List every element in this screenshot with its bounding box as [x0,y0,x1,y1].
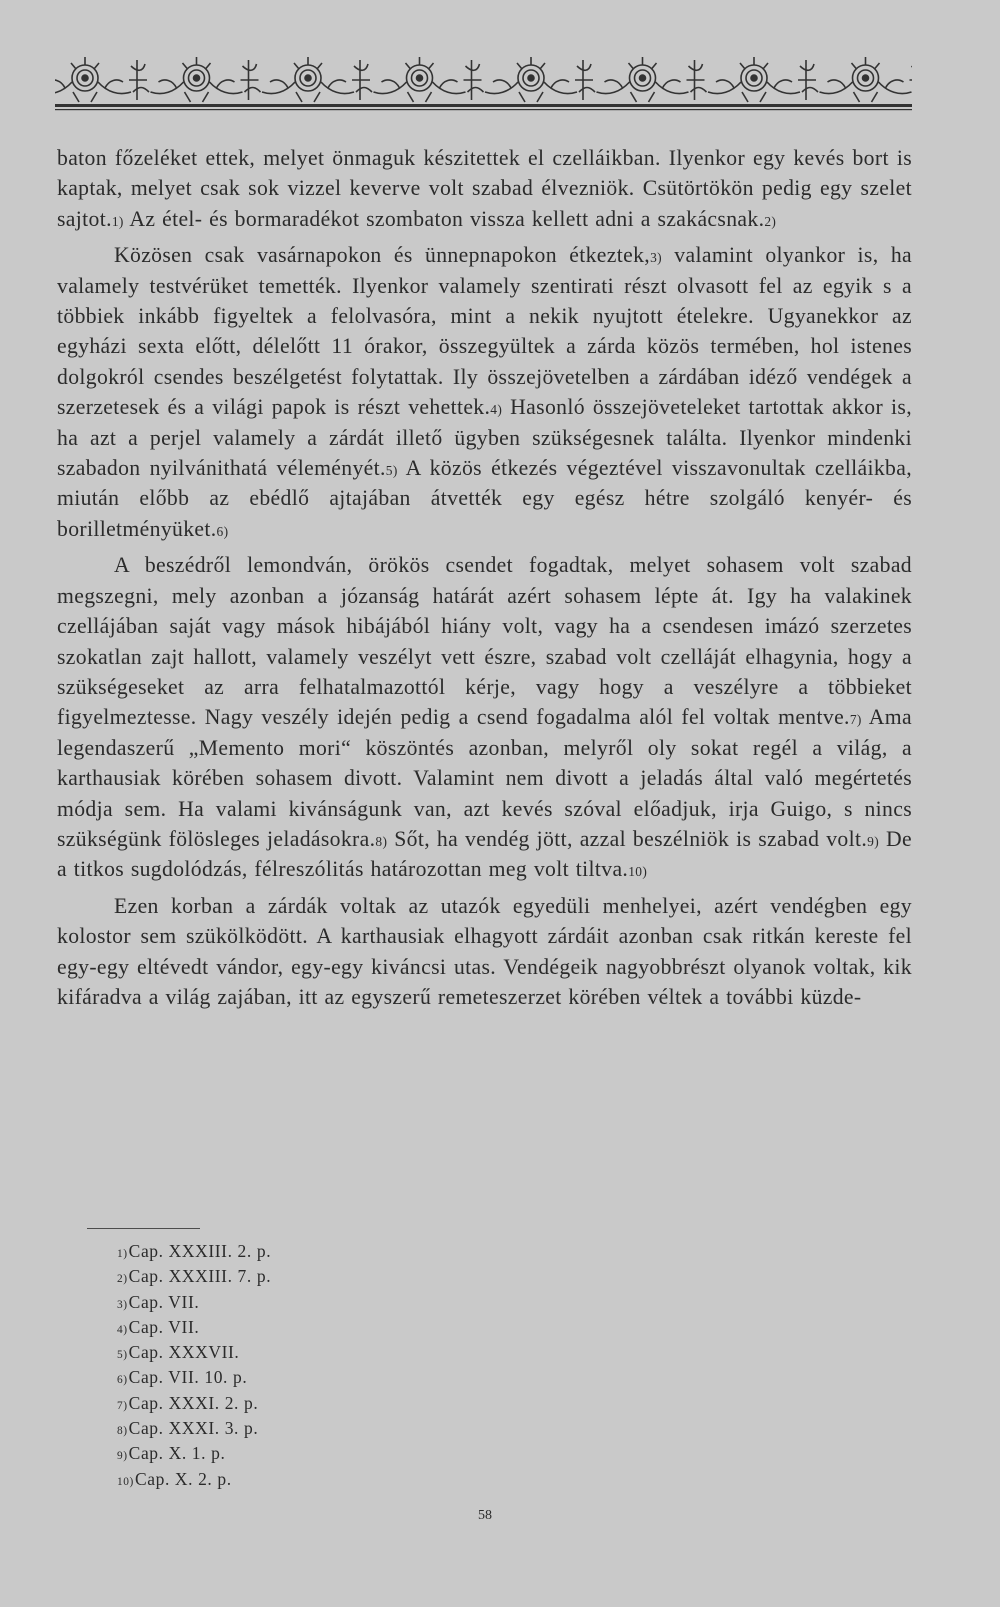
footnote-reference: 7) [849,712,862,728]
footnote [117,1340,517,1365]
footnote-reference: 9) [867,833,880,849]
footnote-reference: 1) [111,213,124,229]
footnote [117,1315,517,1340]
footnote [117,1467,517,1492]
paragraph [57,550,912,884]
footnote-mark: 6) [117,1374,128,1387]
footnote-text: Cap. X. 1. p. [128,1443,226,1464]
text-run: Közösen csak vasárnapokon és ünnepnapokon étkeztek, [114,243,651,268]
paragraph [57,240,912,544]
text-run: Ama legendaszerű „Memento mori“ köszöntés azonban, melyről oly sokat regél a világ, a karthausiak körében sohasem divott. Valamint nem divott a jeladás által való megértetés módja sem. Ha valami kivánságunk van, azt kevés szóval előadjuk, irja Guigo, s nincs szükségünk fölösleges jeladásokra. [57,705,912,851]
footnote-reference: 3) [650,250,662,266]
footnote-text: Cap. XXXVII. [128,1342,240,1363]
footnote-mark: 3) [117,1298,128,1311]
paragraph [57,143,912,234]
footnote [117,1416,517,1441]
text-run: A közös étkezés végeztével visszavonultak czelláikba, miután előbb az ebédlő ajtajában átvették egy egész hétre szolgáló kenyér- és borilletményüket. [57,456,912,541]
footnote-mark: 8) [117,1425,128,1438]
footnotes [117,1239,517,1492]
footnote-text: Cap. X. 2. p. [134,1468,232,1489]
footnote [117,1290,517,1315]
footnote-text: Cap. XXXI. 3. p. [128,1418,259,1439]
footnote-text: Cap. XXXIII. 7. p. [128,1266,272,1287]
footnote-mark: 4) [117,1323,128,1336]
page-number: 58 [478,1508,492,1523]
footnote-text: Cap. VII. [128,1316,200,1337]
footnote [117,1441,517,1466]
footnote-mark: 9) [117,1450,128,1463]
footnote [117,1365,517,1390]
text-run: Ezen korban a zárdák voltak az utazók egyedüli menhelyei, azért vendégben egy kolostor sem szükölködött. A karthausiak elhagyott zárdáit azonban csak ritkán kereste fel egy-egy eltévedt vándor, egy-egy kiváncsi utas. Vendégeik nagyobbrészt olyanok voltak, kik kifáradva a világ zajában, itt az egyszerű remeteszerzet körében véltek a további küzde- [57,893,912,1009]
footnote-reference: 2) [764,213,777,229]
text-run: A beszédről lemondván, örökös csendet fogadtak, melyet sohasem volt szabad megszegni, mely azonban a józanság határát azért sohasem lépte át. Igy ha valakinek czellájában saját vagy mások hibájából hiány volt, vagy ha a csendesen imázó szerzetes szokatlan zajt hallott, valamely veszélyt vett észre, szabad volt czelláját elhagynia, hogy a szükségeseket az arra felhatalmazottól kérje, vagy hogy a veszélyre a többieket figyelmeztesse. Nagy veszély idején pedig a csend fogadalma alól fel voltak mentve. [57,553,912,730]
footnote-mark: 7) [117,1399,128,1412]
text-run: baton főzeléket ettek, melyet önmaguk készitettek el czelláikban. Ilyenkor egy kevés bort is kaptak, melyet csak sok vizzel keverve volt szabad élvezniök. Csütörtökön pedig egy szelet sajtot. [57,146,912,231]
footnote-mark: 2) [117,1273,128,1286]
footnote-mark: 1) [117,1248,128,1260]
footnote [117,1391,517,1416]
footnote-text: Cap. XXXI. 2. p. [128,1392,259,1413]
paragraph [57,891,912,1013]
footnote-separator [87,1228,200,1229]
footnote-mark: 5) [117,1349,128,1362]
footnote-reference: 8) [375,833,388,849]
text-run: valamint olyankor is, ha valamely testvérüket temették. Ilyenkor valamely szentirati részt olvasott fel az egyik s a többiek inkább figyeltek a felolvasóra, mint a nekik nyujtott ételekre. Ugyanekkor az egyházi sexta előtt, délelőtt 11 órakor, összegyültek a zárda közös termében, hol istenes dolgokról csendes beszélgetést folytattak. Ily összejövetelben a zárdában idéző vendégek a szerzetesek és a világi papok is részt vehettek. [57,243,912,420]
text-run: Hasonló összejöveteleket tartottak akkor is, ha azt a perjel valamely a zárdát illető ügyben szükségesnek találta. Ilyenkor mindenki szabadon nyilvánithatá véleményét. [57,395,912,481]
text-run: De a titkos sugdolódzás, félreszólitás határozottan meg volt tiltva. [57,826,912,882]
footnote-reference: 6) [216,523,229,539]
footnote-text: Cap. VII. [128,1291,200,1312]
footnote-mark: 10) [117,1475,134,1488]
text-run: Az étel- és bormaradékot szombaton vissza kellett adni a szakácsnak. [123,206,765,231]
footnote [117,1264,517,1289]
footnote-text: Cap. XXXIII. 2. p. [128,1241,272,1261]
body-text [57,143,912,1012]
footnote [117,1239,517,1264]
floral-rosette-border-icon [55,52,912,114]
footnote-reference: 4) [490,402,503,418]
text-run: Sőt, ha vendég jött, azzal beszélniök is szabad volt. [387,826,868,851]
footnote-text: Cap. VII. 10. p. [128,1367,248,1388]
footnote-reference: 10) [628,864,648,880]
footnote-reference: 5) [385,463,398,479]
